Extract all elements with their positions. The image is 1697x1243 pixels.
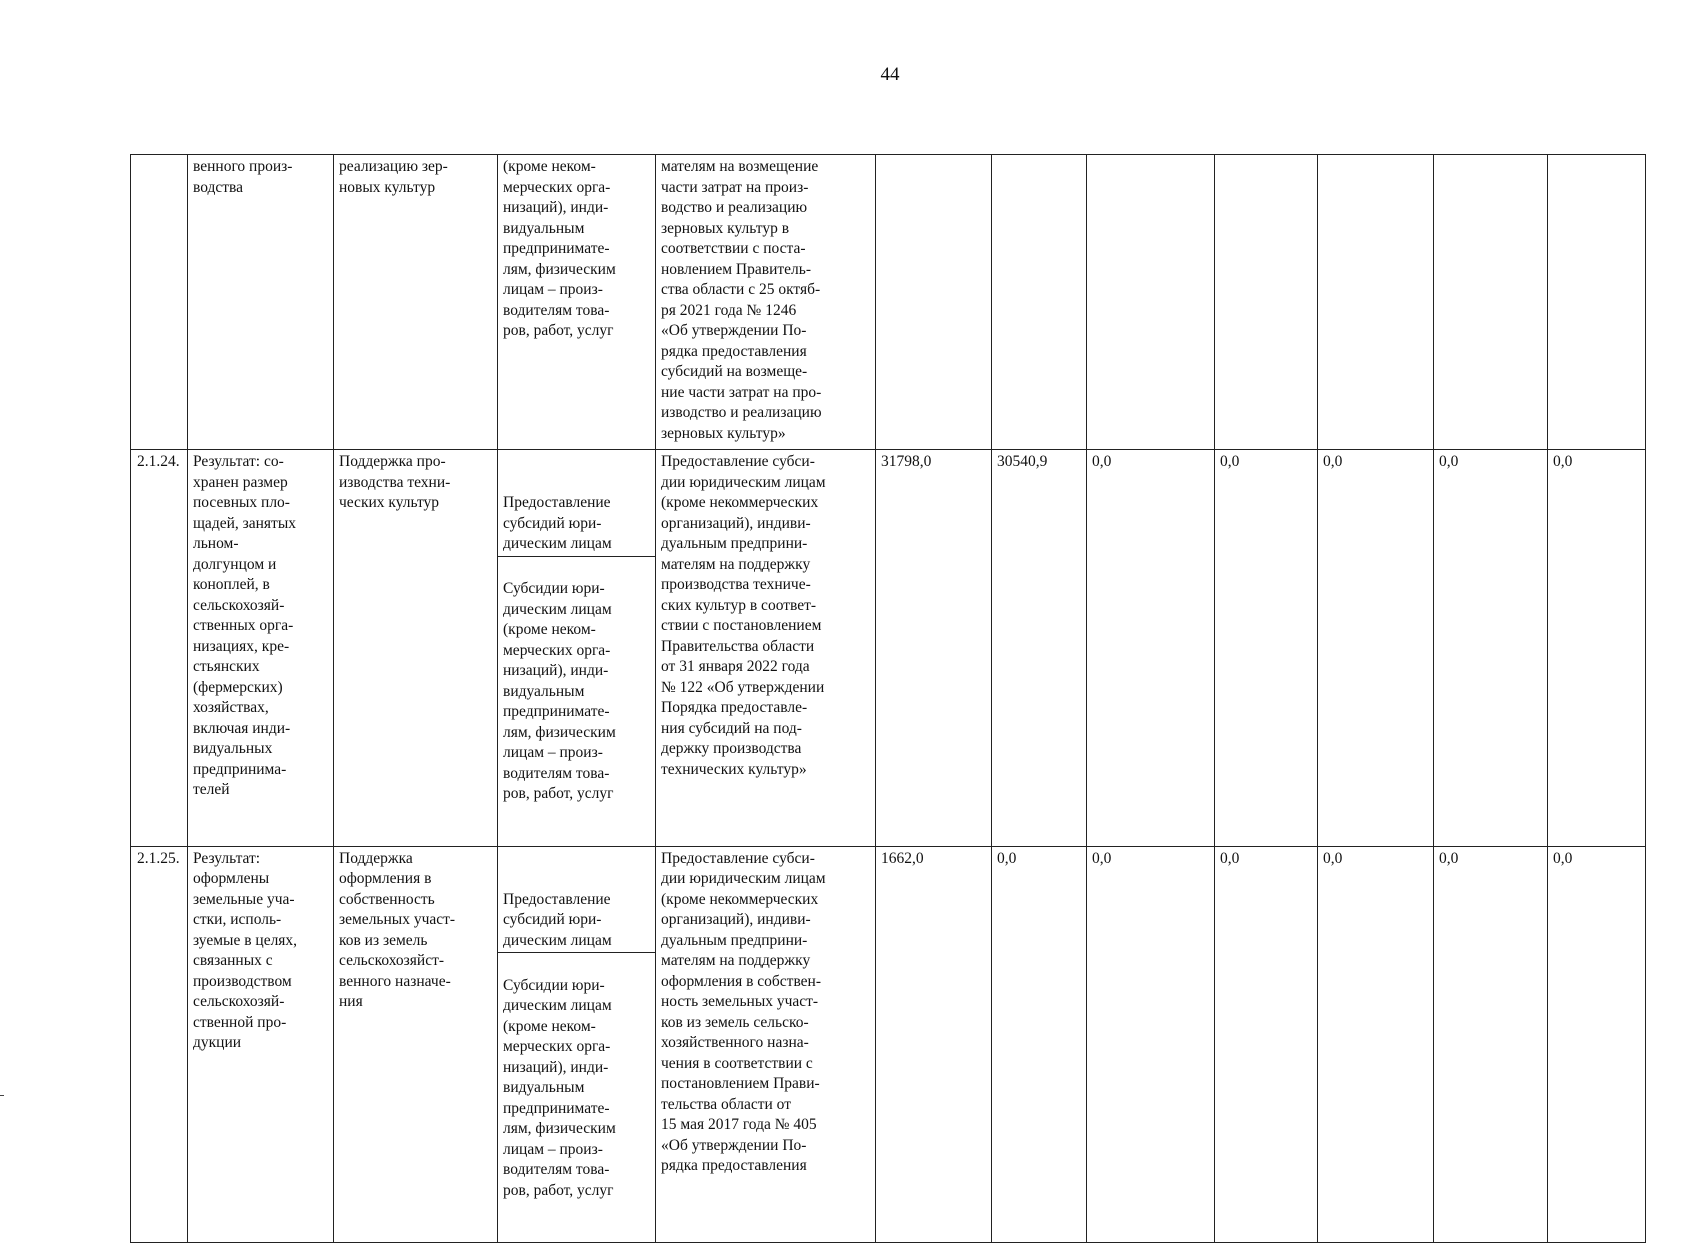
- value-cell: [1548, 155, 1646, 450]
- value-cell: 0,0: [992, 846, 1087, 1243]
- recipient-description: Субсидии юри- дическим лицам (кроме неком- мерческих орга- низаций), инди- видуальным предпринимате- лям, физическим лицам – произ- водителям това- ров, работ, услуг: [503, 976, 616, 1199]
- description-cell: Предоставление субси- дии юридическим лицам (кроме некоммерческих организаций), индиви- дуальным предприни- мателям на поддержку производства техниче- ских культур в соответ- ствии с постановлением Правительства области от 31 января 2022 года № 122 «Об утверждении Порядка предоставле- ния субсидий на под- держку производства технических культур»: [656, 450, 876, 847]
- recipient-method: Предоставление субсидий юри- дическим лицам: [498, 493, 655, 557]
- value-cell: 30540,9: [992, 450, 1087, 847]
- value-cell: 0,0: [1215, 450, 1318, 847]
- value-cell: 0,0: [1318, 450, 1434, 847]
- activity-cell: Поддержка про- изводства техни- ческих культур: [334, 450, 498, 847]
- value-cell: 1662,0: [876, 846, 992, 1243]
- value-cell: 0,0: [1548, 846, 1646, 1243]
- activity-cell: Поддержка оформления в собственность земельных участ- ков из земель сельскохозяйст- венного назначе- ния: [334, 846, 498, 1243]
- value-cell: [1434, 155, 1548, 450]
- table-row: [131, 155, 1646, 450]
- value-cell: 0,0: [1215, 846, 1318, 1243]
- recipient-cell: [498, 450, 656, 847]
- value-cell: 0,0: [1087, 846, 1215, 1243]
- recipient-method: Предоставление субсидий юри- дическим лицам: [498, 890, 655, 954]
- value-cell: [992, 155, 1087, 450]
- value-cell: 0,0: [1548, 450, 1646, 847]
- scan-mark: [0, 1095, 4, 1096]
- row-code: 2.1.24.: [131, 450, 188, 847]
- result-cell: Результат: со- хранен размер посевных пло- щадей, занятых льном- долгунцом и коноплей, в сельскохозяй- ственных орга- низациях, кре- стьянских (фермерских) хозяйствах, включая инди- видуальных предпринима- телей: [188, 450, 334, 847]
- program-table: [130, 154, 1646, 1243]
- table-row: [131, 846, 1646, 1243]
- value-cell: 31798,0: [876, 450, 992, 847]
- value-cell: [1318, 155, 1434, 450]
- page-number: 44: [880, 64, 900, 85]
- result-cell: венного произ- водства: [188, 155, 334, 450]
- value-cell: 0,0: [1434, 450, 1548, 847]
- description-cell: мателям на возмещение части затрат на произ- водство и реализацию зерновых культур в соответствии с поста- новлением Правитель- ства области с 25 октяб- ря 2021 года № 1246 «Об утверждении По- рядка предоставления субсидий на возмеще- ние части затрат на про- изводство и реализацию зерновых культур»: [656, 155, 876, 450]
- value-cell: 0,0: [1087, 450, 1215, 847]
- value-cell: 0,0: [1434, 846, 1548, 1243]
- value-cell: [1087, 155, 1215, 450]
- row-code: 2.1.25.: [131, 846, 188, 1243]
- table-row: [131, 450, 1646, 847]
- value-cell: [1215, 155, 1318, 450]
- row-code: [131, 155, 188, 450]
- result-cell: Результат: оформлены земельные уча- стки, исполь- зуемые в целях, связанных с производством сельскохозяй- ственной про- дукции: [188, 846, 334, 1243]
- activity-cell: реализацию зер- новых культур: [334, 155, 498, 450]
- recipient-split: [503, 869, 650, 1222]
- recipient-cell: (кроме неком- мерческих орга- низаций), инди- видуальным предпринимате- лям, физическим лицам – произ- водителям това- ров, работ, услуг: [498, 155, 656, 450]
- description-cell: Предоставление субси- дии юридическим лицам (кроме некоммерческих организаций), индиви- дуальным предприни- мателям на поддержку оформления в собствен- ность земельных участ- ков из земель сельско- хозяйственного назна- чения в соответствии с постановлением Прави- тельства области от 15 мая 2017 года № 405 «Об утверждении По- рядка предоставления: [656, 846, 876, 1243]
- recipient-cell: [498, 846, 656, 1243]
- value-cell: 0,0: [1318, 846, 1434, 1243]
- recipient-split: [503, 473, 650, 826]
- value-cell: [876, 155, 992, 450]
- recipient-description: Субсидии юри- дическим лицам (кроме неком- мерческих орга- низаций), инди- видуальным предпринимате- лям, физическим лицам – произ- водителям това- ров, работ, услуг: [503, 580, 616, 802]
